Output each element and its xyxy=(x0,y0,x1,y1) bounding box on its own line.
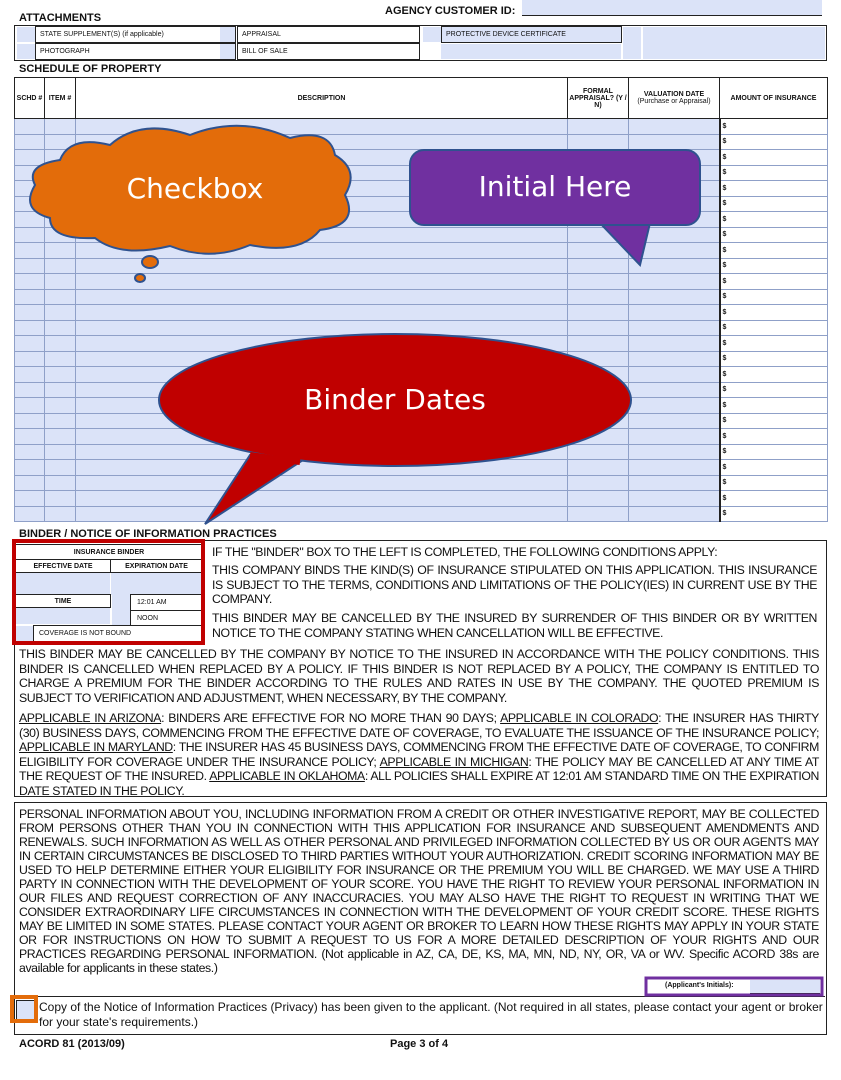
binder-dates-tail xyxy=(205,455,300,524)
currency-symbol: $ xyxy=(722,432,727,440)
privacy-copy-text: Copy of the Notice of Information Practices (Privacy) has been given to the applicant. (Not required in all states, please contact your agent or broker for your state's requirements.) xyxy=(39,1000,823,1029)
currency-symbol: $ xyxy=(722,231,727,239)
insurance-binder-label: INSURANCE BINDER xyxy=(15,544,203,560)
col-formal-appraisal: FORMAL APPRAISAL? (Y / N) xyxy=(568,78,629,119)
currency-symbol: $ xyxy=(722,417,727,425)
currency-symbol: $ xyxy=(722,324,727,332)
az-text: : BINDERS ARE EFFECTIVE FOR NO MORE THAN 90 DAYS; xyxy=(161,711,501,725)
col-amount: AMOUNT OF INSURANCE xyxy=(720,78,828,119)
agency-customer-id-label: AGENCY CUSTOMER ID: xyxy=(385,5,516,17)
currency-symbol: $ xyxy=(722,308,727,316)
form-id: ACORD 81 (2013/09) xyxy=(19,1038,125,1050)
attachment-bill-of-sale: BILL OF SALE xyxy=(237,43,420,60)
currency-symbol: $ xyxy=(722,184,727,192)
currency-symbol: $ xyxy=(722,169,727,177)
not-bound-label: COVERAGE IS NOT BOUND xyxy=(33,625,203,642)
currency-symbol: $ xyxy=(722,200,727,208)
checkbox-label: Checkbox xyxy=(126,172,264,205)
binder-dates-label: Binder Dates xyxy=(304,383,486,416)
currency-symbol: $ xyxy=(722,339,727,347)
page-number: Page 3 of 4 xyxy=(390,1038,449,1050)
notice-body: PERSONAL INFORMATION ABOUT YOU, INCLUDING INFORMATION FROM A CREDIT OR OTHER INVESTIGATIVE REPORT, MAY BE COLLECTED FROM PERSONS OTHER THAN YOU IN CONNECTION WITH THIS APPLICATION FOR INSURANCE AND SUBSEQUENT AMENDMENTS AND RENEWALS. SUCH INFORMATION AS WELL AS OTHER PERSONAL AND PRIVILEGED INFORMATION COLLECTED BY US OR OUR AGENTS MAY IN CERTAIN CIRCUMSTANCES BE DISCLOSED TO THIRD PARTIES WITHOUT YOUR AUTHORIZATION. CREDIT SCORING INFORMATION MAY BE USED TO HELP DETERMINE EITHER YOUR ELIGIBILITY FOR INSURANCE OR THE PREMIUM YOU WILL BE CHARGED. WE MAY USE A THIRD PARTY IN CONNECTION WITH THE DEVELOPMENT OF YOUR SCORE. YOU HAVE THE RIGHT TO REVIEW YOUR PERSONAL INFORMATION IN OUR FILES AND REQUEST CORRECTION OF ANY INACCURACIES. YOU MAY ALSO HAVE THE RIGHT TO REQUEST IN WRITING THAT WE CONSIDER EXTRAORDINARY LIFE CIRCUMSTANCES IN CONNECTION WITH THE DEVELOPMENT OF YOUR CREDIT SCORE. THESE RIGHTS MAY BE LIMITED IN SOME STATES. PLEASE CONTACT YOUR AGENT OR BROKER TO LEARN HOW THESE RIGHTS MAY APPLY IN YOUR STATE OR FOR INSTRUCTIONS ON HOW TO SUBMIT A REQUEST TO US FOR A MORE DETAILED DESCRIPTION OF YOUR RIGHTS AND OUR PRACTICES REGARDING PERSONAL INFORMATION. xyxy=(19,807,819,961)
initials-label: (Applicant's Initials): xyxy=(665,982,734,989)
currency-symbol: $ xyxy=(722,138,727,146)
attachments-title: ATTACHMENTS xyxy=(19,12,102,24)
currency-symbol: $ xyxy=(722,215,727,223)
az-label: APPLICABLE IN ARIZONA xyxy=(19,711,162,725)
attachment-protective-device: PROTECTIVE DEVICE CERTIFICATE xyxy=(441,26,622,43)
currency-symbol: $ xyxy=(722,510,727,518)
time-label: TIME xyxy=(15,594,111,608)
am-label: 12:01 AM xyxy=(130,594,203,611)
md-text: : THE INSURER HAS 45 BUSINESS DAYS, COMMENCING FROM THE EFFECTIVE DATE OF COVERAGE, TO CONFIRM ELIGIBILITY FOR COVERAGE UNDER THE INSURANCE POLICY; xyxy=(19,740,820,769)
attachment-photograph: PHOTOGRAPH xyxy=(35,43,236,60)
col-description: DESCRIPTION xyxy=(76,78,568,119)
currency-symbol: $ xyxy=(722,246,727,254)
effective-date-label: EFFECTIVE DATE xyxy=(15,559,111,573)
checkbox-highlight xyxy=(12,997,36,1021)
binder-p1: IF THE "BINDER" BOX TO THE LEFT IS COMPLETED, THE FOLLOWING CONDITIONS APPLY: xyxy=(212,545,718,559)
initial-here-tail xyxy=(600,223,650,265)
valuation-date-label: VALUATION DATE xyxy=(643,91,705,98)
noon-label: NOON xyxy=(130,610,203,626)
binder-dates-highlight xyxy=(14,541,203,643)
currency-symbol: $ xyxy=(722,494,727,502)
expiration-date-label: EXPIRATION DATE xyxy=(110,559,203,573)
currency-symbol: $ xyxy=(722,293,727,301)
mi-text: : THE POLICY MAY BE CANCELLED AT ANY TIME AT THE REQUEST OF THE INSURED. xyxy=(19,754,819,784)
initial-here-label: Initial Here xyxy=(478,170,632,203)
currency-symbol: $ xyxy=(722,386,727,394)
cloud-dot xyxy=(135,274,145,282)
col-item: ITEM # xyxy=(45,78,76,119)
attachment-appraisal: APPRAISAL xyxy=(237,26,420,43)
binder-p4: THIS BINDER MAY BE CANCELLED BY THE COMPANY BY NOTICE TO THE INSURED IN ACCORDANCE WITH THE POLICY CONDITIONS. THIS BINDER IS CANCELLED WHEN REPLACED BY A POLICY. IF THIS BINDER IS NOT REPLACED BY A POLICY, THE COMPANY IS ENTITLED TO CHARGE A PREMIUM FOR THE BINDER ACCORDING TO THE RULES AND RATES IN USE BY THE COMPANY. THE QUOTED PREMIUM IS SUBJECT TO VERIFICATION AND ADJUSTMENT, WHEN NECESSARY, BY THE COMPANY. xyxy=(19,647,819,705)
currency-symbol: $ xyxy=(722,355,727,363)
currency-symbol: $ xyxy=(722,153,727,161)
currency-symbol: $ xyxy=(722,479,727,487)
notice-states: (Not applicable in AZ, CA, DE, KS, MA, MN, ND, NY, OR, VA or WV. Specific ACORD 38s are available for applicants in these states.) xyxy=(19,947,819,975)
binder-title: BINDER / NOTICE OF INFORMATION PRACTICES xyxy=(19,528,277,540)
binder-p2: THIS COMPANY BINDS THE KIND(S) OF INSURANCE STIPULATED ON THIS APPLICATION. THIS INSURANCE IS SUBJECT TO THE TERMS, CONDITIONS AND LIMITATIONS OF THE POLICY(IES) IN CURRENT USE BY THE COMPANY. xyxy=(212,563,817,607)
initials-highlight xyxy=(646,978,822,995)
cloud-dot xyxy=(142,256,158,268)
md-label: APPLICABLE IN MARYLAND xyxy=(19,740,173,755)
schedule-title: SCHEDULE OF PROPERTY xyxy=(19,63,162,75)
currency-symbol: $ xyxy=(722,277,727,285)
co-text: : THE INSURER HAS THIRTY (30) BUSINESS DAYS, COMMENCING FROM THE EFFECTIVE DATE OF COVERAGE, TO EVALUATE THE ISSUANCE OF THE INSURANCE POLICY; xyxy=(19,711,819,740)
currency-symbol: $ xyxy=(722,463,727,471)
col-schd: SCHD # xyxy=(15,78,45,119)
currency-symbol: $ xyxy=(722,370,727,378)
currency-symbol: $ xyxy=(722,448,727,456)
valuation-date-sub: (Purchase or Appraisal) xyxy=(637,98,711,105)
binder-p3: THIS BINDER MAY BE CANCELLED BY THE INSURED BY SURRENDER OF THIS BINDER OR BY WRITTEN NOTICE TO THE COMPANY STATING WHEN CANCELLATION WILL BE EFFECTIVE. xyxy=(212,611,817,640)
ok-label: APPLICABLE IN OKLAHOMA xyxy=(209,769,365,784)
ok-text: : ALL POLICIES SHALL EXPIRE AT 12:01 AM STANDARD TIME ON THE EXPIRATION DATE STATED IN THE POLICY. xyxy=(19,769,819,798)
currency-symbol: $ xyxy=(722,401,727,409)
attachment-state-supplement: STATE SUPPLEMENT(S) (if applicable) xyxy=(35,26,236,43)
co-label: APPLICABLE IN COLORADO xyxy=(500,711,659,725)
currency-symbol: $ xyxy=(722,262,727,270)
mi-label: APPLICABLE IN MICHIGAN xyxy=(379,754,529,769)
currency-symbol: $ xyxy=(722,122,727,130)
